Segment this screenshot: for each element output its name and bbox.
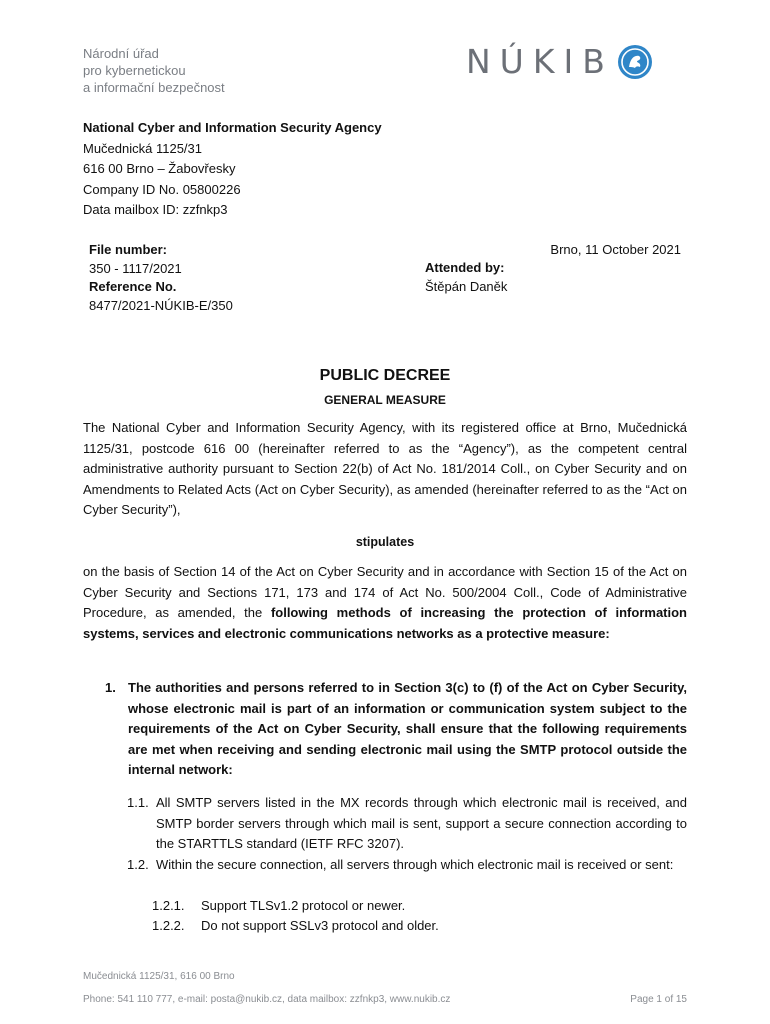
sub-item-number: 1.2. <box>127 857 149 872</box>
list-item-number: 1. <box>105 680 116 695</box>
document-subtitle: GENERAL MEASURE <box>324 393 446 407</box>
file-reference-block <box>89 241 233 315</box>
stipulates-heading: stipulates <box>355 535 415 549</box>
agency-name-czech <box>83 45 225 96</box>
sender-data-mailbox: Data mailbox ID: zzfnkp3 <box>83 202 228 217</box>
footer-address: Mučednická 1125/31, 616 00 Brno <box>83 971 235 982</box>
reference-label: Reference No. <box>89 279 177 294</box>
nukib-logo <box>466 42 652 81</box>
sender-company-id: Company ID No. 05800226 <box>83 181 241 197</box>
intro-paragraph: The National Cyber and Information Security Agency, with its registered office at Brno, Mučednická 1125/31, postcode 616 00 (hereinafter referred to as the “Agency”), as the competent central administrative authority pursuant to Section 22(b) of Act No. 181/2014 Coll., on Cyber Security and on Amendments to Related Acts (Act on Cyber Security), as amended (hereinafter referred to as the “Act on Cyber Security”), <box>83 420 687 518</box>
agency-cz-line: a informační bezpečnost <box>83 80 225 95</box>
sender-name: National Cyber and Information Security Agency <box>83 120 382 135</box>
list-item-text: The authorities and persons referred to in Section 3(c) to (f) of the Act on Cyber Security, whose electronic mail is part of an information or communication system subject to the requirements of the Act on Cyber Security, shall ensure that the following requirements are met when receiving and sending electronic mail using the SMTP protocol outside the internal network: <box>128 680 687 778</box>
sub-item-number: 1.1. <box>127 795 149 810</box>
reference-number: 8477/2021-NÚKIB-E/350 <box>89 297 233 313</box>
sub-item-text: All SMTP servers listed in the MX records through which electronic mail is received, and SMTP border servers through which mail is sent, support a secure connection according to the STARTTLS standard (IETF RFC 3207). <box>156 795 687 852</box>
basis-paragraph <box>83 562 687 644</box>
sub-sub-item-text: Support TLSv1.2 protocol or newer. <box>201 898 406 913</box>
document-date: Brno, 11 October 2021 <box>550 242 681 257</box>
sub-sub-item-text: Do not support SSLv3 protocol and older. <box>201 918 439 933</box>
sub-sub-item-number: 1.2.2. <box>152 918 185 933</box>
sub-item <box>127 855 687 876</box>
sub-item-text: Within the secure connection, all servers through which electronic mail is received or sent: <box>156 857 674 872</box>
list-item <box>105 678 687 781</box>
attended-by-name: Štěpán Daněk <box>425 278 508 294</box>
document-title: PUBLIC DECREE <box>319 367 451 384</box>
footer-contact: Phone: 541 110 777, e-mail: posta@nukib.cz, data mailbox: zzfnkp3, www.nukib.cz <box>83 994 451 1005</box>
basis-bold-text: following methods of increasing the protection of information systems, services and electronic communications networks as a protective measure: <box>83 605 688 641</box>
attended-by-block <box>425 259 507 296</box>
sub-item <box>127 793 687 855</box>
logo-wordmark: NÚKIB <box>466 42 614 81</box>
page-number: Page 1 of 15 <box>630 994 687 1005</box>
agency-cz-line: pro kybernetickou <box>83 63 186 78</box>
file-number: 350 - 1117/2021 <box>89 260 182 276</box>
sender-street: Mučednická 1125/31 <box>83 140 203 156</box>
sub-sub-item-number: 1.2.1. <box>152 898 185 913</box>
sender-address <box>83 118 382 221</box>
lion-seal-icon <box>618 45 652 79</box>
sender-city: 616 00 Brno – Žabovřesky <box>83 161 236 176</box>
sub-sub-item <box>152 896 687 917</box>
file-number-label: File number: <box>89 242 168 257</box>
sub-sub-item <box>152 916 687 937</box>
agency-cz-line: Národní úřad <box>83 46 159 61</box>
basis-text: on the basis of Section 14 of the Act on Cyber Security and in accordance with Section 15 of the Act on Cyber Security and Sections 171, 173 and 174 of Act No. 500/2004 Coll., Code of Administrative Procedure, as amended, the <box>83 564 687 621</box>
attended-by-label: Attended by: <box>425 260 505 275</box>
